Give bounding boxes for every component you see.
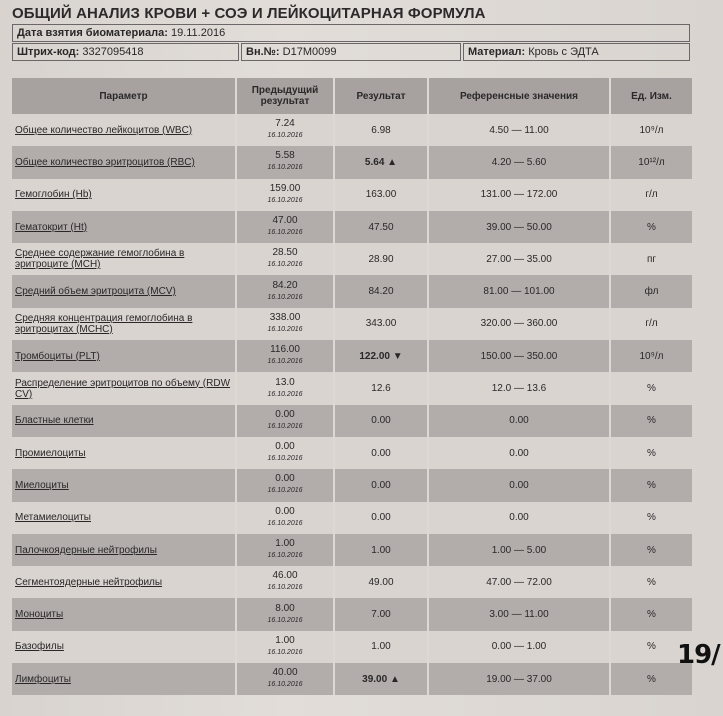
previous-result [236,179,334,211]
table-row [12,502,692,534]
order-number-box [241,43,461,61]
previous-value: 40.00 [272,667,298,679]
material-value: Кровь с ЭДТА [528,46,599,58]
reference-range: 320.00 — 360.00 [428,308,610,340]
result-value: 343.00 [334,308,428,340]
table-header-row [12,78,692,114]
unit: % [610,405,692,437]
table-row [12,114,692,146]
param-name: Гематокрит (Ht) [12,211,236,243]
param-name: Бластные клетки [12,405,236,437]
previous-result [236,146,334,178]
reference-range: 4.50 — 11.00 [428,114,610,146]
previous-value: 338.00 [269,311,301,323]
reference-range: 0.00 [428,469,610,501]
table-row [12,437,692,469]
reference-range: 4.20 — 5.60 [428,146,610,178]
reference-range: 0.00 [428,405,610,437]
previous-value: 84.20 [272,279,298,291]
previous-result [236,114,334,146]
unit: фл [610,275,692,307]
previous-result [236,469,334,501]
previous-result [236,372,334,404]
previous-result [236,275,334,307]
previous-value: 46.00 [272,570,298,582]
previous-result [236,502,334,534]
previous-value: 1.00 [275,538,295,549]
previous-result [236,534,334,566]
param-name: Тромбоциты (PLT) [12,340,236,372]
param-name: Моноциты [12,598,236,630]
previous-value: 28.50 [272,247,298,259]
previous-date: 16.10.2016 [267,487,303,495]
table-row [12,146,692,178]
result-value: 0.00 [334,405,428,437]
param-name: Среднее содержание гемоглобина в эритроците (MCH) [12,243,236,275]
result-value: 12.6 [334,372,428,404]
previous-date: 16.10.2016 [267,422,303,430]
barcode-value: 3327095418 [82,46,144,58]
previous-value: 0.00 [275,441,295,453]
previous-date: 16.10.2016 [267,584,303,592]
unit: 10⁹/л [610,114,692,146]
param-name: Средний объем эритроцита (MCV) [12,275,236,307]
reference-range: 0.00 [428,502,610,534]
reference-range: 0.00 [428,437,610,469]
param-name: Распределение эритроцитов по объему (RDW CV) [12,372,236,404]
previous-value: 8.00 [275,602,295,614]
unit: % [610,631,692,663]
unit: г/л [610,179,692,211]
reference-range: 150.00 — 350.00 [428,340,610,372]
sample-date-label: Дата взятия биоматериала: [17,27,168,39]
result-value: 163.00 [334,179,428,211]
previous-value: 0.00 [275,505,295,517]
previous-value: 116.00 [270,344,300,356]
result-value: 5.64 ▲ [334,146,428,178]
unit: % [610,534,692,566]
result-value: 47.50 [334,211,428,243]
param-name: Миелоциты [12,469,236,501]
order-number-value: D17M0099 [282,46,337,58]
previous-value: 5.58 [275,150,295,162]
previous-date: 16.10.2016 [267,390,303,398]
unit: г/л [610,308,692,340]
unit: 10¹²/л [610,146,692,178]
result-value: 1.00 [334,534,428,566]
param-name: Лимфоциты [12,663,236,695]
table-row [12,308,692,340]
previous-result [236,631,334,663]
table-row [12,566,692,598]
header-result: Результат [334,78,428,114]
previous-result [236,211,334,243]
table-row [12,534,692,566]
unit: % [610,211,692,243]
param-name: Базофилы [12,631,236,663]
sample-date-box [12,24,690,42]
previous-result [236,308,334,340]
previous-result [236,663,334,695]
result-value: 39.00 ▲ [334,663,428,695]
previous-value: 159.00 [269,182,301,194]
unit: 10⁹/л [610,340,692,372]
reference-range: 81.00 — 101.00 [428,275,610,307]
table-row [12,663,692,695]
previous-result [236,405,334,437]
header-param: Параметр [12,78,236,114]
reference-range: 131.00 — 172.00 [428,179,610,211]
table-row [12,340,692,372]
previous-result [236,598,334,630]
barcode-label: Штрих-код: [17,46,80,58]
previous-date: 16.10.2016 [267,648,303,656]
previous-value: 1.00 [275,634,295,646]
previous-date: 16.10.2016 [267,132,303,140]
previous-value: 0.00 [275,408,295,420]
previous-date: 16.10.2016 [267,519,303,527]
unit: % [610,502,692,534]
previous-result [236,566,334,598]
handwritten-date-mark: 19/ [677,640,720,670]
report-title: ОБЩИЙ АНАЛИЗ КРОВИ + СОЭ И ЛЕЙКОЦИТАРНАЯ ФОРМУЛА [12,5,486,22]
material-label: Материал: [468,46,526,58]
previous-date: 16.10.2016 [267,196,303,204]
param-name: Гемоглобин (Hb) [12,179,236,211]
result-value: 6.98 [334,114,428,146]
result-value: 1.00 [334,631,428,663]
unit: % [610,372,692,404]
barcode-box [12,43,239,61]
previous-date: 16.10.2016 [267,681,303,689]
param-name: Метамиелоциты [12,502,236,534]
param-name: Средняя концентрация гемоглобина в эритроцитах (MCHC) [12,308,236,340]
unit: % [610,469,692,501]
previous-value: 0.00 [275,473,295,485]
reference-range: 47.00 — 72.00 [428,566,610,598]
previous-date: 16.10.2016 [267,164,303,172]
param-name: Палочкоядерные нейтрофилы [12,534,236,566]
previous-date: 16.10.2016 [267,293,303,301]
reference-range: 3.00 — 11.00 [428,598,610,630]
previous-date: 16.10.2016 [267,358,303,366]
result-value: 84.20 [334,275,428,307]
previous-date: 16.10.2016 [267,325,303,333]
reference-range: 39.00 — 50.00 [428,211,610,243]
order-number-label: Вн.№: [246,46,280,58]
table-row [12,372,692,404]
reference-range: 0.00 — 1.00 [428,631,610,663]
previous-result [236,243,334,275]
header-reference: Референсные значения [428,78,610,114]
previous-value: 13.0 [275,376,295,388]
blood-test-table [12,78,692,695]
table-row [12,405,692,437]
header-unit: Ед. Изм. [610,78,692,114]
table-row [12,469,692,501]
table-row [12,243,692,275]
param-name: Промиелоциты [12,437,236,469]
result-value: 28.90 [334,243,428,275]
table-row [12,179,692,211]
result-value: 0.00 [334,437,428,469]
previous-result [236,340,334,372]
unit: % [610,663,692,695]
previous-value: 47.00 [272,215,298,227]
reference-range: 19.00 — 37.00 [428,663,610,695]
header-previous: Предыдущий результат [236,78,334,114]
unit: пг [610,243,692,275]
result-value: 0.00 [334,469,428,501]
result-value: 122.00 ▼ [334,340,428,372]
result-value: 49.00 [334,566,428,598]
unit: % [610,566,692,598]
table-row [12,598,692,630]
previous-value: 7.24 [275,118,295,130]
reference-range: 1.00 — 5.00 [428,534,610,566]
table-body [12,114,692,695]
previous-result [236,437,334,469]
param-name: Сегментоядерные нейтрофилы [12,566,236,598]
table-row [12,275,692,307]
material-box [463,43,690,61]
unit: % [610,437,692,469]
result-value: 7.00 [334,598,428,630]
unit: % [610,598,692,630]
table-row [12,631,692,663]
previous-date: 16.10.2016 [267,261,303,269]
reference-range: 12.0 — 13.6 [428,372,610,404]
param-name: Общее количество эритроцитов (RBC) [12,146,236,178]
previous-date: 16.10.2016 [267,455,303,463]
result-value: 0.00 [334,502,428,534]
previous-date: 16.10.2016 [267,616,303,624]
table-row [12,211,692,243]
previous-date: 16.10.2016 [267,229,303,237]
reference-range: 27.00 — 35.00 [428,243,610,275]
param-name: Общее количество лейкоцитов (WBC) [12,114,236,146]
previous-date: 16.10.2016 [267,552,303,559]
sample-date-value: 19.11.2016 [170,27,226,39]
